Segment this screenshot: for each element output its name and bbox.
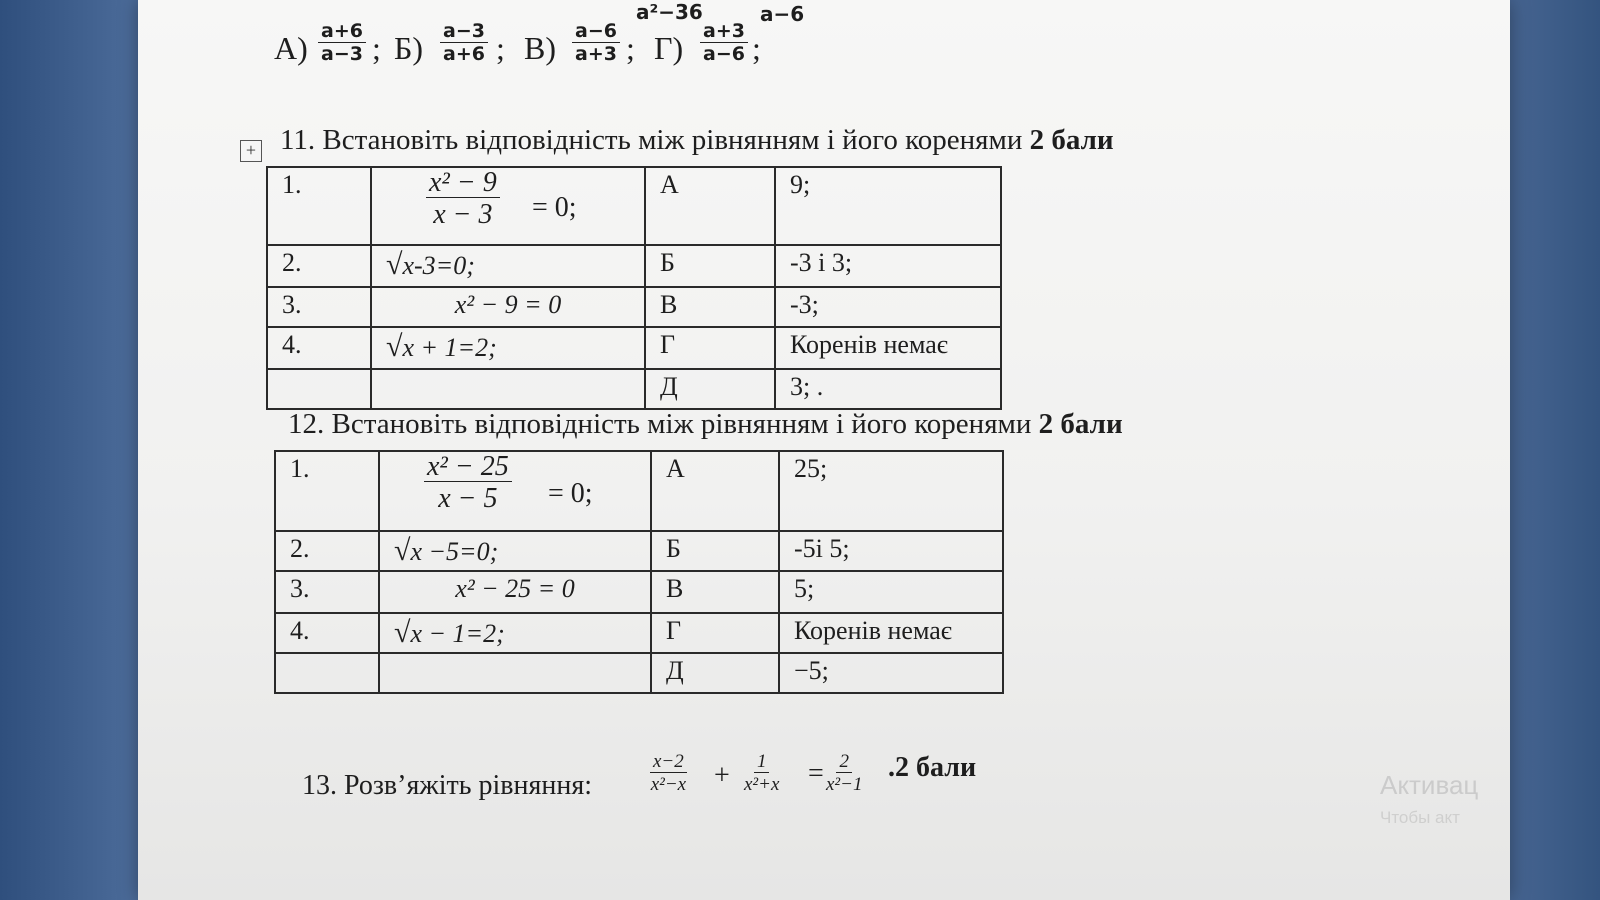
activation-watermark: Активац <box>1380 770 1479 800</box>
option-c-label: В) <box>524 30 556 66</box>
equation-cell <box>379 531 651 571</box>
option-separator: ; <box>496 30 505 66</box>
table-row <box>275 571 1003 613</box>
equation-denominator: x − 3 <box>433 199 493 231</box>
question-11-text: 11. Встановіть відповідність між рівнянням і його кореням <box>280 124 1007 156</box>
radical-expression <box>394 534 498 568</box>
equation-cell: x² − 25 = 0 <box>379 571 651 613</box>
radical-expression <box>386 248 475 282</box>
question-12-table <box>274 450 1004 694</box>
option-c-numerator: a−6 <box>572 22 620 43</box>
q13-fraction-3-numerator: 2 <box>836 752 852 773</box>
answer-value: -3; <box>775 287 1001 327</box>
answer-value: Коренів немає <box>775 327 1001 369</box>
option-a-numerator: a+6 <box>318 22 366 43</box>
equation-cell <box>371 167 645 245</box>
option-separator: ; <box>626 30 635 66</box>
question-11-table <box>266 166 1002 410</box>
row-number: 2. <box>275 531 379 571</box>
equation-text: x-3=0; <box>402 251 475 280</box>
answer-letter: А <box>651 451 779 531</box>
answer-letter: Б <box>651 531 779 571</box>
answer-letter: А <box>645 167 775 245</box>
equation-fraction <box>426 168 500 230</box>
option-a-denominator: a−3 <box>321 42 363 65</box>
option-b-label: Б) <box>394 30 424 66</box>
row-number: 3. <box>275 571 379 613</box>
equals-sign: = <box>808 758 824 789</box>
answer-letter: Д <box>651 653 779 693</box>
table-row <box>275 653 1003 693</box>
question-11-title: 11. Встановіть відповідність між рівнянням і його коренями 2 бали <box>280 124 1114 156</box>
equation-cell <box>379 451 651 531</box>
option-a-fraction <box>318 22 366 65</box>
equation-cell <box>371 369 645 409</box>
radical-icon: √ <box>394 534 411 567</box>
table-row <box>267 369 1001 409</box>
option-d-denominator: a−6 <box>703 42 745 65</box>
option-d-label: Г) <box>654 30 684 66</box>
question-13-points: .2 бали <box>888 752 977 783</box>
option-b-denominator: a+6 <box>443 42 485 65</box>
table-move-handle-icon[interactable]: + <box>240 140 262 162</box>
answer-value: -5і 5; <box>779 531 1003 571</box>
answer-letter: Г <box>651 613 779 653</box>
answer-letter: Б <box>645 245 775 287</box>
equation-cell: x² − 9 = 0 <box>371 287 645 327</box>
answer-value: 3; . <box>775 369 1001 409</box>
equation-cell <box>371 327 645 369</box>
plus-sign: + <box>714 760 730 791</box>
option-a-label: А) <box>274 30 308 66</box>
answer-value: Коренів немає <box>779 613 1003 653</box>
overhang-denominator-left: a²−36 <box>636 0 703 24</box>
q13-fraction-1-denominator: x²−x <box>650 773 687 795</box>
question-12-text: 12. Встановіть відповідність між рівнянням і його кореням <box>288 408 1016 440</box>
equation-cell <box>371 245 645 287</box>
row-number: 4. <box>267 327 371 369</box>
equation-denominator: x − 5 <box>438 483 498 515</box>
radical-icon: √ <box>386 248 403 281</box>
table-row <box>267 167 1001 245</box>
equation-rhs: = 0; <box>532 192 577 223</box>
option-b-fraction <box>440 22 488 65</box>
option-separator: ; <box>372 30 381 66</box>
equation-fraction <box>424 452 512 514</box>
row-number: 3. <box>267 287 371 327</box>
row-number: 1. <box>275 451 379 531</box>
question-12-title: 12. Встановіть відповідність між рівнянням і його коренями 2 бали <box>288 408 1123 440</box>
q13-fraction-2-denominator: x²+x <box>744 773 780 795</box>
q13-fraction-3 <box>826 752 862 795</box>
row-number: 1. <box>267 167 371 245</box>
equation-numerator: x² − 9 <box>426 168 500 198</box>
radical-expression <box>394 616 505 650</box>
table-row <box>267 245 1001 287</box>
answer-value: -3 і 3; <box>775 245 1001 287</box>
radical-expression <box>386 330 497 364</box>
equation-text: x −5=0; <box>410 537 499 566</box>
answer-letter: Г <box>645 327 775 369</box>
q13-fraction-2-numerator: 1 <box>754 752 770 773</box>
question-12-points: 2 бали <box>1038 408 1123 440</box>
q13-fraction-2 <box>744 752 779 795</box>
option-c-fraction <box>572 22 620 65</box>
equation-rhs: = 0; <box>548 478 593 509</box>
equation-cell <box>379 613 651 653</box>
overhang-denominator-right: a−6 <box>760 2 805 26</box>
option-separator: ; <box>752 30 761 66</box>
q13-fraction-3-denominator: x²−1 <box>826 773 863 795</box>
answer-letter: В <box>645 287 775 327</box>
answer-value: 25; <box>779 451 1003 531</box>
equation-numerator: x² − 25 <box>424 452 512 482</box>
table-row <box>275 613 1003 653</box>
answer-value: 5; <box>779 571 1003 613</box>
option-d-numerator: a+3 <box>700 22 748 43</box>
table-row <box>267 327 1001 369</box>
answer-letter: Д <box>645 369 775 409</box>
row-number <box>267 369 371 409</box>
equation-cell <box>379 653 651 693</box>
radical-icon: √ <box>394 616 411 649</box>
option-d-fraction <box>700 22 748 65</box>
table-row <box>275 531 1003 571</box>
equation-text: x − 1=2; <box>410 619 505 648</box>
answer-letter: В <box>651 571 779 613</box>
table-row <box>267 287 1001 327</box>
q13-fraction-1-numerator: x−2 <box>650 752 687 773</box>
option-c-denominator: a+3 <box>575 42 617 65</box>
q13-fraction-1 <box>650 752 687 795</box>
question-11-points: 2 бали <box>1029 124 1114 156</box>
table-row <box>275 451 1003 531</box>
row-number: 4. <box>275 613 379 653</box>
activation-watermark-subtext: Чтобы акт <box>1380 808 1460 827</box>
row-number: 2. <box>267 245 371 287</box>
answer-value: 9; <box>775 167 1001 245</box>
equation-text: x + 1=2; <box>402 333 497 362</box>
answer-value: −5; <box>779 653 1003 693</box>
radical-icon: √ <box>386 330 403 363</box>
row-number <box>275 653 379 693</box>
question-13-prefix: 13. Розв’яжіть рівняння: <box>302 770 592 801</box>
option-b-numerator: a−3 <box>440 22 488 43</box>
